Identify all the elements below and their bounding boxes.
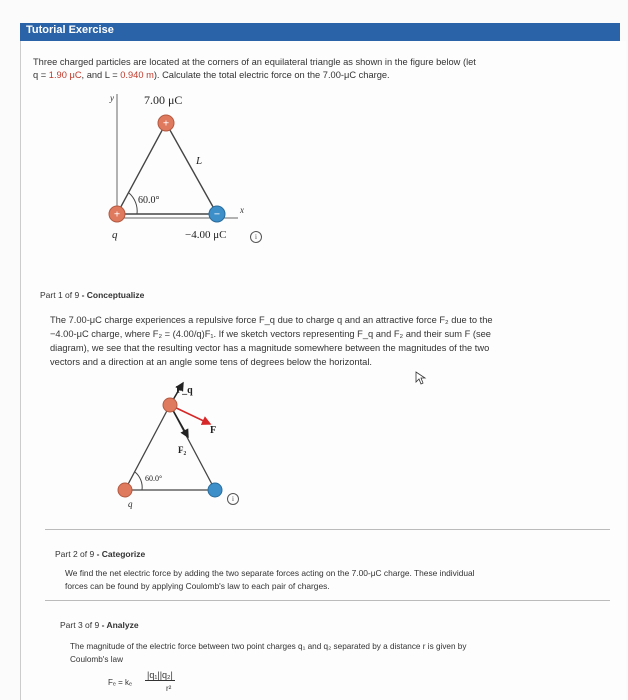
part2-line-2: forces can be found by applying Coulomb's law to each pair of charges. bbox=[65, 581, 330, 591]
part1-line-4: vectors and a direction at an angle some tens of degrees below the horizontal. bbox=[50, 357, 372, 367]
left-charge-sphere bbox=[118, 483, 132, 497]
triangle-figure bbox=[100, 86, 280, 251]
plus-sign: + bbox=[113, 208, 121, 221]
coulomb-formula-numerator: |q₁||q₂| bbox=[147, 670, 173, 680]
angle-arc bbox=[129, 193, 137, 214]
divider bbox=[45, 529, 610, 530]
part1-line-3: diagram), we see that the resulting vector has a magnitude somewhere between the magnitudes of the two bbox=[50, 343, 490, 353]
left-charge-label: q bbox=[112, 229, 118, 241]
coulomb-formula-lhs: Fₑ = kₑ bbox=[108, 678, 132, 687]
part1-heading: Part 1 of 9 - Conceptualize bbox=[40, 290, 145, 300]
angle-label: 60.0° bbox=[145, 474, 163, 483]
coulomb-formula-denominator: r² bbox=[166, 684, 172, 693]
banner-title: Tutorial Exercise bbox=[26, 24, 114, 36]
fq-label: F_q bbox=[176, 385, 193, 396]
info-icon[interactable]: i bbox=[227, 493, 239, 505]
minus-sign: − bbox=[213, 208, 221, 221]
divider bbox=[45, 600, 610, 601]
right-charge-label: −4.00 μC bbox=[185, 229, 227, 241]
problem-line-2: q = 1.90 μC, and L = 0.940 m). Calculate the total electric force on the 7.00-μC charge. bbox=[33, 70, 390, 80]
part2-heading: Part 2 of 9 - Categorize bbox=[55, 549, 146, 559]
left-charge-label: q bbox=[128, 499, 133, 509]
angle-arc bbox=[135, 472, 142, 490]
part3-heading: Part 3 of 9 - Analyze bbox=[60, 620, 139, 630]
right-charge-sphere bbox=[208, 483, 222, 497]
side-length-label: L bbox=[196, 155, 203, 167]
problem-line-1: Three charged particles are located at the corners of an equilateral triangle as shown in the figure below (let bbox=[33, 57, 476, 67]
info-icon[interactable]: i bbox=[250, 231, 262, 243]
part3-line-2: Coulomb's law bbox=[70, 655, 123, 664]
f2-label: F₂ bbox=[178, 445, 187, 455]
plus-sign: + bbox=[162, 117, 170, 130]
y-axis-label: y bbox=[110, 93, 114, 103]
part1-line-1: The 7.00-μC charge experiences a repulsive force F_q due to charge q and an attractive force F₂ due to the bbox=[50, 315, 493, 325]
L-value: 0.940 m bbox=[120, 70, 154, 80]
mouse-cursor-icon bbox=[415, 371, 427, 385]
tutorial-banner bbox=[20, 23, 620, 43]
top-charge-label: 7.00 μC bbox=[144, 93, 183, 107]
q-value: 1.90 μC bbox=[48, 70, 82, 80]
x-axis-label: x bbox=[240, 205, 244, 215]
angle-label: 60.0° bbox=[138, 195, 160, 206]
part2-line-1: We find the net electric force by adding the two separate forces acting on the 7.00-μC charge. These individual bbox=[65, 568, 475, 578]
top-charge-sphere bbox=[163, 398, 177, 412]
f-label: F bbox=[210, 425, 217, 436]
part3-line-1: The magnitude of the electric force between two point charges q₁ and q₂ separated by a distance r is given by bbox=[70, 642, 467, 651]
triangle-right-side bbox=[166, 123, 217, 214]
part1-line-2: −4.00-μC charge, where F₂ = (4.00/q)F₁. If we sketch vectors representing F_q and F₂ and their sum F (see bbox=[50, 329, 491, 339]
